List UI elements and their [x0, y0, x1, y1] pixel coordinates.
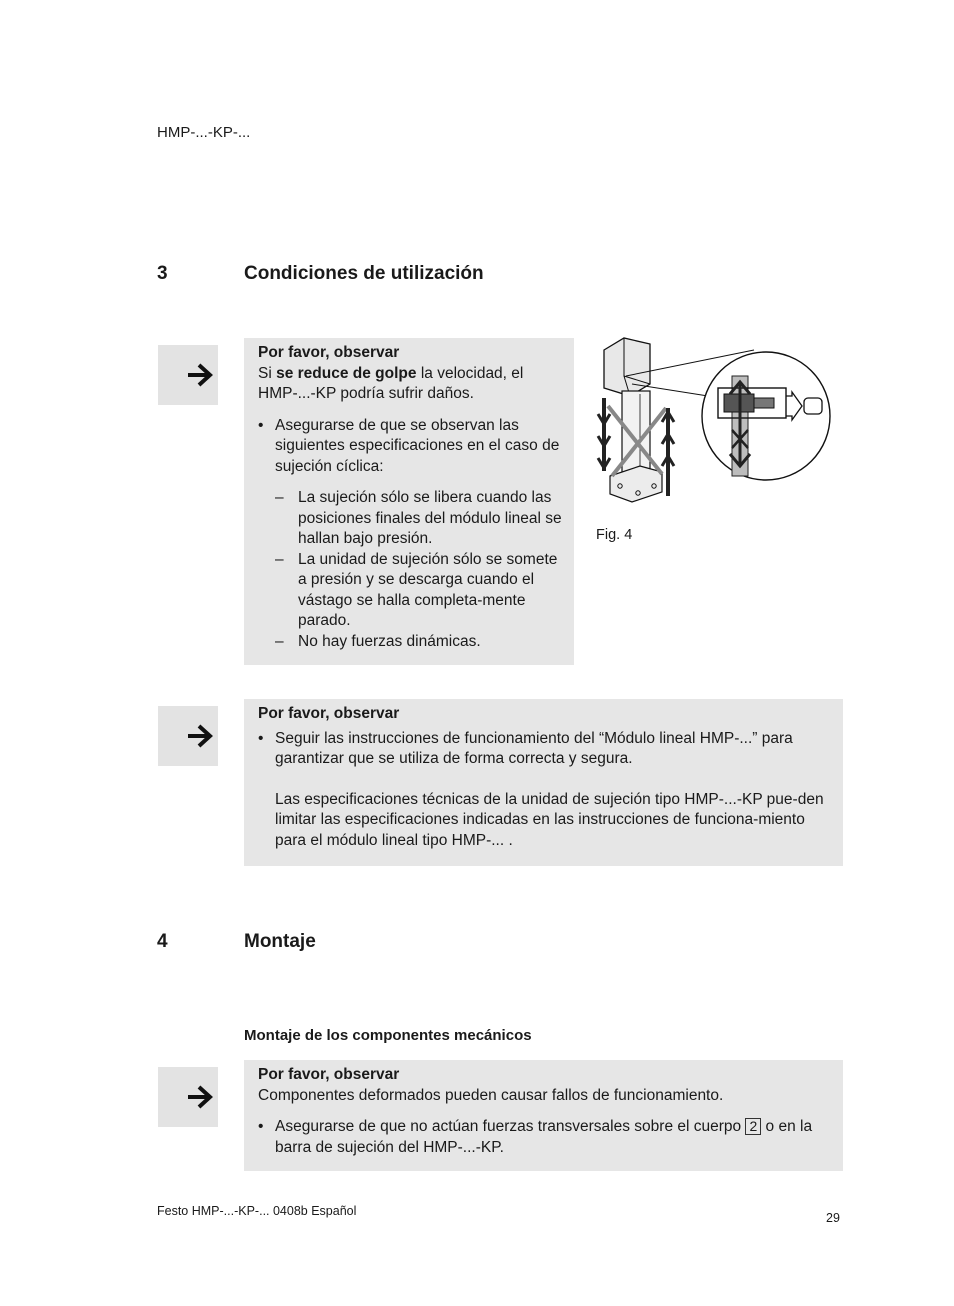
section-3-title: Condiciones de utilización — [244, 263, 484, 284]
note-2-title: Por favor, observar — [258, 705, 400, 722]
section-3-number: 3 — [157, 263, 168, 284]
note-1-arrow-box — [158, 345, 218, 405]
note-1-dash-list — [258, 488, 562, 652]
note-3-title: Por favor, observar — [258, 1066, 400, 1083]
document-header: HMP-...-KP-... — [157, 124, 251, 141]
component-reference: 2 — [745, 1118, 761, 1135]
note-1-bullet: • Asegurarse de que se observan las siguientes especificaciones en el caso de sujeción cíclica: — [258, 416, 562, 478]
section-4-number: 4 — [157, 931, 168, 952]
dash-item: – La unidad de sujeción sólo se somete a presión y se descarga cuando el vástago se halla completa-mente parado. — [275, 550, 558, 629]
note-2-arrow-box — [158, 706, 218, 766]
arrow-right-icon — [186, 1083, 214, 1111]
clamping-unit-figure — [596, 336, 836, 506]
note-2-bullet: • Seguir las instrucciones de funcionamiento del “Módulo lineal HMP-...” para garantizar que se utiliza de forma correcta y segura. — [258, 729, 831, 770]
page-number: 29 — [826, 1211, 840, 1225]
dash-item: – No hay fuerzas dinámicas. — [275, 632, 481, 650]
note-2-paragraph: Las especificaciones técnicas de la unidad de sujeción tipo HMP-...-KP pue-den limitar las especificaciones indicadas en las instrucciones de funciona-miento para el módulo lineal tipo HMP-... . — [275, 790, 824, 849]
note-3-bullet: • Asegurarse de que no actúan fuerzas transversales sobre el cuerpo 2 o en la barra de sujeción del HMP-...-KP. — [258, 1117, 831, 1158]
figure-caption: Fig. 4 — [596, 527, 633, 543]
note-3-box — [244, 1060, 843, 1171]
note-3-arrow-box — [158, 1067, 218, 1127]
section-4-title: Montaje — [244, 931, 316, 952]
dash-item: – La sujeción sólo se libera cuando las posiciones finales del módulo lineal se hallan bajo presión. — [275, 489, 562, 547]
note-1-box — [244, 338, 574, 665]
note-1-warning: Si se reduce de golpe la velocidad, el HMP-...-KP podría sufrir daños. — [258, 364, 524, 402]
footer-document-info: Festo HMP-...-KP-... 0408b Español — [157, 1204, 357, 1218]
note-1-title: Por favor, observar — [258, 344, 400, 361]
section-4-subtitle: Montaje de los componentes mecánicos — [244, 1027, 532, 1044]
note-2-box — [244, 699, 843, 866]
note-3-warning: Componentes deformados pueden causar fallos de funcionamiento. — [258, 1086, 724, 1104]
arrow-right-icon — [186, 722, 214, 750]
arrow-right-icon — [186, 361, 214, 389]
